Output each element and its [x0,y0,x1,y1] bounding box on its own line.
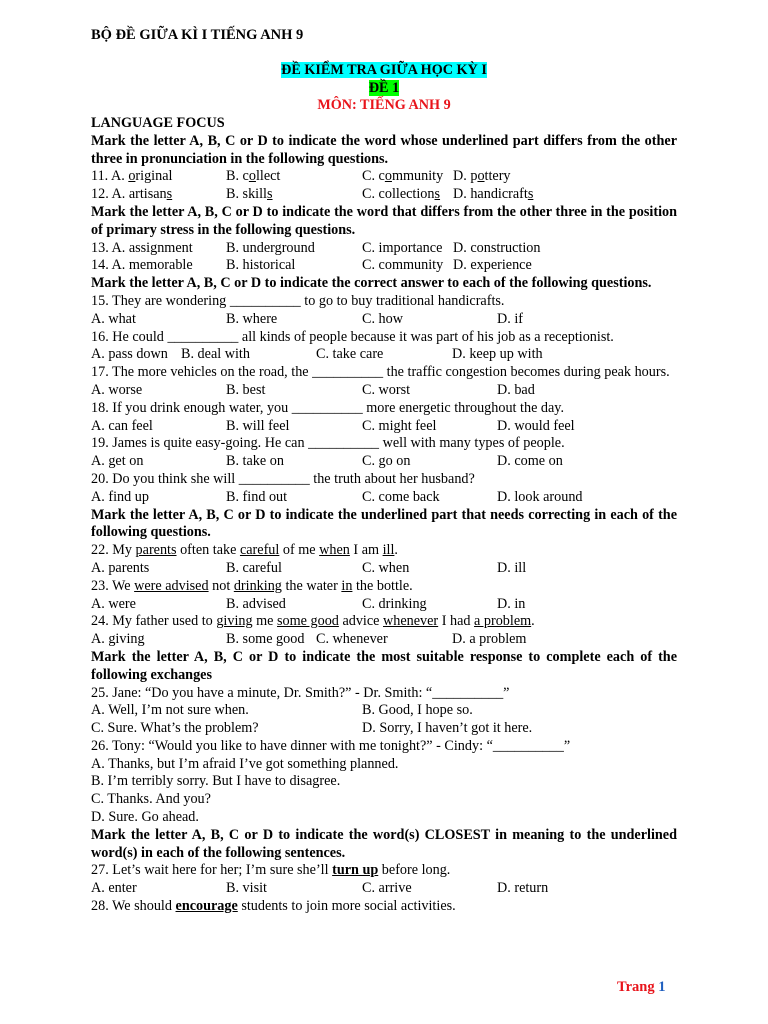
instruction-synonym: Mark the letter A, B, C or D to indicate the word(s) CLOSEST in meaning to the underlined word(s) in each of the following sentences. [91,826,677,861]
question-26-stem: 26. Tony: “Would you like to have dinner with me tonight?” - Cindy: “__________” [91,737,571,754]
instruction-response: Mark the letter A, B, C or D to indicate the most suitable response to complete each of the following exchanges [91,648,677,683]
question-17-stem: 17. The more vehicles on the road, the __________ the traffic congestion becomes during peak hours. [91,364,670,381]
question-16-options: A. pass down B. deal with C. take care D. keep up with [91,346,543,363]
instruction-grammar: Mark the letter A, B, C or D to indicate the correct answer to each of the following questions. [91,275,652,292]
question-25-options-cd: C. Sure. What’s the problem? D. Sorry, I haven’t got it here. [91,720,533,737]
question-26-option-a: A. Thanks, but I’m afraid I’ve got something planned. [91,755,399,772]
question-19-options: A. get on B. take on C. go on D. come on [91,453,563,470]
question-16-stem: 16. He could __________ all kinds of people because it was part of his job as a receptionist. [91,328,614,345]
question-18-options: A. can feel B. will feel C. might feel D. would feel [91,417,575,434]
question-22-options: A. parents B. careful C. when D. ill [91,559,527,576]
question-25-options-ab: A. Well, I’m not sure when. B. Good, I hope so. [91,702,473,719]
exam-number: ĐỀ 1 [368,80,400,96]
question-23-stem: 23. We were advised not drinking the water in the bottle. [91,577,413,594]
question-18-stem: 18. If you drink enough water, you __________ more energetic throughout the day. [91,399,565,416]
document-header: BỘ ĐỀ GIỮA KÌ I TIẾNG ANH 9 [91,27,304,43]
exam-title: ĐỀ KIỂM TRA GIỮA HỌC KỲ I [281,62,487,78]
question-11: 11. A. original B. collect C. community D. pottery [91,168,511,185]
question-19-stem: 19. James is quite easy-going. He can __________ well with many types of people. [91,435,565,452]
page-number: Trang 1 [617,979,666,995]
question-26-option-c: C. Thanks. And you? [91,791,211,808]
instruction-stress: Mark the letter A, B, C or D to indicate the word that differs from the other three in the position of primary stress in the following questions. [91,203,677,238]
exam-content [91,115,677,916]
question-28-stem: 28. We should encourage students to join more social activities. [91,898,456,915]
question-17-options: A. worse B. best C. worst D. bad [91,381,535,398]
question-22-stem: 22. My parents often take careful of me when I am ill. [91,542,398,559]
question-15-stem: 15. They are wondering __________ to go to buy traditional handicrafts. [91,292,505,309]
question-15-options: A. what B. where C. how D. if [91,310,524,327]
instruction-pronunciation: Mark the letter A, B, C or D to indicate the word whose underlined part differs from the other three in pronunciation in the following questions. [91,132,677,167]
subject-title: MÔN: TIẾNG ANH 9 [317,97,451,113]
question-27-stem: 27. Let’s wait here for her; I’m sure she’ll turn up before long. [91,862,451,879]
question-23-options: A. were B. advised C. drinking D. in [91,595,526,612]
section-heading: LANGUAGE FOCUS [91,115,225,131]
question-26-option-d: D. Sure. Go ahead. [91,809,199,826]
instruction-error: Mark the letter A, B, C or D to indicate the underlined part that needs correcting in each of the following questions. [91,506,677,541]
question-27-options: A. enter B. visit C. arrive D. return [91,880,549,897]
question-20-stem: 20. Do you think she will __________ the truth about her husband? [91,470,475,487]
question-20-options: A. find up B. find out C. come back D. look around [91,488,583,505]
question-24-stem: 24. My father used to giving me some good advice whenever I had a problem. [91,613,535,630]
question-24-options: A. giving B. some good C. whenever D. a problem [91,631,527,648]
question-12: 12. A. artisans B. skills C. collections D. handicrafts [91,186,534,203]
question-14: 14. A. memorable B. historical C. community D. experience [91,257,532,274]
question-13: 13. A. assignment B. underground C. importance D. construction [91,239,541,256]
question-26-option-b: B. I’m terribly sorry. But I have to disagree. [91,773,341,790]
question-25-stem: 25. Jane: “Do you have a minute, Dr. Smith?” - Dr. Smith: “__________” [91,684,510,701]
